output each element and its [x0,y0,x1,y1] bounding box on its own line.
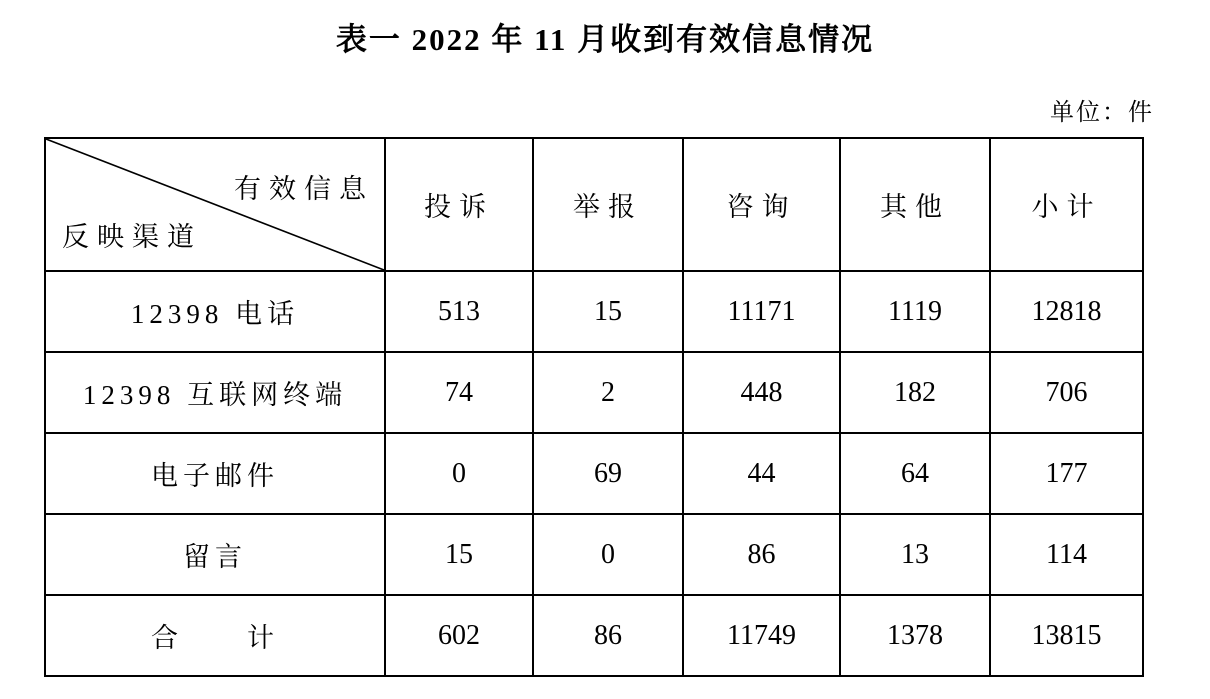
row-label-phone: 12398 电话 [45,271,385,352]
valid-info-table [44,137,1144,677]
table-row-message [45,514,1143,595]
page-title: 表一 2022 年 11 月收到有效信息情况 [335,22,875,57]
cell-value: 2 [533,352,683,433]
row-label-email: 电子邮件 [45,433,385,514]
header-row [45,138,1143,271]
cell-value: 182 [840,352,990,433]
table-row-total [45,595,1143,676]
cell-value: 74 [385,352,533,433]
table-row-phone [45,271,1143,352]
cell-value: 13815 [990,595,1143,676]
cell-value: 1119 [840,271,990,352]
column-header-reports: 举报 [533,138,683,271]
column-header-subtotal: 小计 [990,138,1143,271]
cell-value: 44 [683,433,840,514]
table-row-email [45,433,1143,514]
cell-value: 513 [385,271,533,352]
cell-value: 706 [990,352,1143,433]
cell-value: 69 [533,433,683,514]
cell-value: 13 [840,514,990,595]
table-row-internet-terminal [45,352,1143,433]
corner-label-valid-info: 有效信息 [234,174,374,204]
cell-value: 15 [533,271,683,352]
cell-value: 11749 [683,595,840,676]
row-label-internet-terminal: 12398 互联网终端 [45,352,385,433]
cell-value: 15 [385,514,533,595]
cell-value: 86 [683,514,840,595]
corner-header-cell [45,138,385,271]
cell-value: 0 [385,433,533,514]
cell-value: 1378 [840,595,990,676]
cell-value: 448 [683,352,840,433]
cell-value: 177 [990,433,1143,514]
row-label-total: 合 计 [45,595,385,676]
cell-value: 114 [990,514,1143,595]
corner-label-channel: 反映渠道 [62,222,202,252]
cell-value: 64 [840,433,990,514]
cell-value: 602 [385,595,533,676]
cell-value: 0 [533,514,683,595]
cell-value: 86 [533,595,683,676]
cell-value: 12818 [990,271,1143,352]
row-label-message: 留言 [45,514,385,595]
unit-label: 单位：件 [1050,100,1154,126]
column-header-consultations: 咨询 [683,138,840,271]
column-header-other: 其他 [840,138,990,271]
cell-value: 11171 [683,271,840,352]
column-header-complaints: 投诉 [385,138,533,271]
